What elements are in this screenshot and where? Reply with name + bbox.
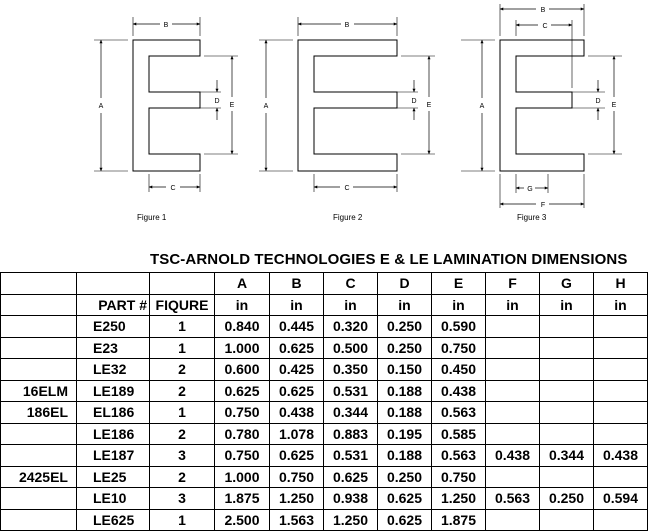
table-row — [1, 316, 648, 338]
dimension-cell: 0.600 — [215, 359, 270, 381]
header-row-letters — [1, 273, 648, 295]
alias-cell: 186EL — [1, 402, 77, 424]
dimension-cell: 0.438 — [432, 380, 486, 402]
alias-cell — [1, 488, 77, 510]
dimension-cell: 0.938 — [324, 488, 378, 510]
figure-3-f-label: F — [540, 202, 546, 209]
header-unit-cell: in — [594, 294, 648, 316]
figure-2-c-label: C — [344, 185, 350, 192]
dimension-cell — [540, 359, 594, 381]
dimension-cell: 0.250 — [378, 316, 432, 338]
header-letter-cell: B — [270, 273, 324, 295]
dimension-cell: 0.250 — [540, 488, 594, 510]
figure-cell: 1 — [150, 402, 215, 424]
dimension-cell: 1.875 — [432, 509, 486, 531]
dimension-cell: 0.350 — [324, 359, 378, 381]
header-unit-cell: in — [324, 294, 378, 316]
dimension-cell: 0.625 — [378, 488, 432, 510]
figure-3-caption: Figure 3 — [517, 213, 547, 222]
header-unit-cell: in — [378, 294, 432, 316]
dimension-cell: 0.750 — [215, 445, 270, 467]
document-title: TSC-ARNOLD TECHNOLOGIES E & LE LAMINATION DIMENSIONS — [150, 251, 628, 268]
figure-3-g-label: G — [527, 186, 533, 193]
figure-2-a-label: A — [263, 103, 269, 110]
alias-cell — [1, 423, 77, 445]
dimension-cell: 1.000 — [215, 466, 270, 488]
dimension-cell — [594, 337, 648, 359]
header-letter-cell — [1, 273, 77, 295]
dimension-cell: 0.188 — [378, 445, 432, 467]
dimension-cell: 0.840 — [215, 316, 270, 338]
header-letter-cell: C — [324, 273, 378, 295]
dimension-cell: 0.625 — [215, 380, 270, 402]
dimension-cell — [486, 423, 540, 445]
part-number-cell: LE25 — [77, 466, 150, 488]
dimension-cell: 0.188 — [378, 380, 432, 402]
dimension-cell: 1.875 — [215, 488, 270, 510]
figure-1-c-label: C — [170, 185, 176, 192]
figure-3 — [461, 4, 622, 222]
dimension-cell: 0.750 — [432, 466, 486, 488]
dimension-cell — [540, 423, 594, 445]
dimension-cell — [486, 380, 540, 402]
lamination-dimensions-table — [0, 272, 648, 531]
table-row — [1, 402, 648, 424]
header-unit-cell: in — [486, 294, 540, 316]
table-row — [1, 359, 648, 381]
figure-cell: 2 — [150, 359, 215, 381]
dimension-cell: 0.250 — [378, 337, 432, 359]
dimension-cell: 0.250 — [378, 466, 432, 488]
dimension-cell — [486, 337, 540, 359]
header-unit-cell: in — [432, 294, 486, 316]
dimension-cell — [594, 423, 648, 445]
figure-2-e-label: E — [426, 102, 432, 109]
dimension-cell — [486, 402, 540, 424]
header-unit-cell: in — [270, 294, 324, 316]
dimension-cell: 0.594 — [594, 488, 648, 510]
figure-1-caption: Figure 1 — [137, 213, 167, 222]
header-letter-cell — [150, 273, 215, 295]
dimension-cell — [540, 316, 594, 338]
dimension-cell: 0.344 — [324, 402, 378, 424]
dimension-cell — [594, 359, 648, 381]
figure-cell: 3 — [150, 445, 215, 467]
figure-1-a-label: A — [98, 103, 104, 110]
header-letter-cell: E — [432, 273, 486, 295]
dimension-cell: 0.750 — [215, 402, 270, 424]
figure-cell: 1 — [150, 316, 215, 338]
figure-1-b-label: B — [163, 22, 169, 29]
dimension-cell: 0.150 — [378, 359, 432, 381]
dimension-cell: 0.590 — [432, 316, 486, 338]
figure-cell: 2 — [150, 380, 215, 402]
figure-3-e-shape — [500, 40, 584, 171]
dimension-cell — [540, 466, 594, 488]
dimension-cell: 0.625 — [270, 380, 324, 402]
dimension-cell: 1.250 — [432, 488, 486, 510]
part-number-cell: LE32 — [77, 359, 150, 381]
table-row — [1, 488, 648, 510]
part-number-cell: LE186 — [77, 423, 150, 445]
dimension-cell: 0.188 — [378, 402, 432, 424]
dimension-cell: 0.625 — [270, 445, 324, 467]
dimension-cell: 0.531 — [324, 380, 378, 402]
dimension-cell: 2.500 — [215, 509, 270, 531]
dimension-cell — [486, 466, 540, 488]
header-row-units — [1, 294, 648, 316]
dimension-cell: 1.250 — [324, 509, 378, 531]
figure-1-e-label: E — [229, 102, 235, 109]
table-row — [1, 337, 648, 359]
part-number-cell: LE189 — [77, 380, 150, 402]
dimension-cell: 0.195 — [378, 423, 432, 445]
dimension-cell: 0.531 — [324, 445, 378, 467]
dimension-cell: 0.563 — [432, 402, 486, 424]
dimension-cell: 0.750 — [432, 337, 486, 359]
table-row — [1, 509, 648, 531]
table-body — [1, 273, 648, 531]
header-unit-cell: PART # — [77, 294, 150, 316]
dimension-cell: 0.780 — [215, 423, 270, 445]
dimension-cell: 0.500 — [324, 337, 378, 359]
dimension-cell: 0.344 — [540, 445, 594, 467]
dimension-cell: 0.585 — [432, 423, 486, 445]
part-number-cell: LE625 — [77, 509, 150, 531]
dimension-cell: 0.625 — [378, 509, 432, 531]
header-letter-cell: H — [594, 273, 648, 295]
table-row — [1, 423, 648, 445]
table-row — [1, 466, 648, 488]
dimension-cell — [486, 359, 540, 381]
alias-cell — [1, 316, 77, 338]
dimension-cell: 0.425 — [270, 359, 324, 381]
dimension-cell: 0.438 — [486, 445, 540, 467]
dimension-cell — [486, 509, 540, 531]
figure-3-b-label: B — [540, 7, 546, 14]
dimension-cell — [486, 316, 540, 338]
dimension-cell: 0.625 — [270, 337, 324, 359]
dimension-cell — [594, 402, 648, 424]
dimension-cell — [540, 509, 594, 531]
header-unit-cell: FIQURE — [150, 294, 215, 316]
dimension-cell: 1.563 — [270, 509, 324, 531]
header-letter-cell: F — [486, 273, 540, 295]
part-number-cell: LE10 — [77, 488, 150, 510]
header-unit-cell: in — [215, 294, 270, 316]
dimension-cell: 0.563 — [486, 488, 540, 510]
figure-3-a-label: A — [479, 103, 485, 110]
table-row — [1, 445, 648, 467]
dimension-cell — [594, 509, 648, 531]
figure-3-e-label: E — [611, 102, 617, 109]
dimension-cell — [540, 337, 594, 359]
figure-1-d-label: D — [214, 98, 220, 105]
part-number-cell: LE187 — [77, 445, 150, 467]
figure-cell: 2 — [150, 423, 215, 445]
dimension-cell — [594, 466, 648, 488]
figure-1 — [94, 17, 238, 222]
part-number-cell: EL186 — [77, 402, 150, 424]
alias-cell — [1, 337, 77, 359]
figure-3-c-label: C — [542, 23, 548, 30]
dimension-cell: 0.450 — [432, 359, 486, 381]
header-unit-cell: in — [540, 294, 594, 316]
figure-cell: 2 — [150, 466, 215, 488]
alias-cell — [1, 445, 77, 467]
dimension-cell: 0.750 — [270, 466, 324, 488]
lamination-figures — [0, 0, 653, 240]
alias-cell — [1, 359, 77, 381]
figure-2-b-label: B — [344, 22, 350, 29]
alias-cell: 16ELM — [1, 380, 77, 402]
header-letter-cell — [77, 273, 150, 295]
dimension-cell: 0.445 — [270, 316, 324, 338]
header-unit-cell — [1, 294, 77, 316]
dimension-cell: 0.625 — [324, 466, 378, 488]
figure-cell: 1 — [150, 337, 215, 359]
dimension-cell: 0.883 — [324, 423, 378, 445]
dimension-cell — [540, 402, 594, 424]
dimension-cell — [594, 380, 648, 402]
dimension-cell: 0.320 — [324, 316, 378, 338]
table-row — [1, 380, 648, 402]
dimension-cell: 0.438 — [270, 402, 324, 424]
dimension-cell — [540, 380, 594, 402]
figure-cell: 1 — [150, 509, 215, 531]
part-number-cell: E23 — [77, 337, 150, 359]
dimension-cell: 0.563 — [432, 445, 486, 467]
header-letter-cell: A — [215, 273, 270, 295]
figure-2 — [259, 17, 435, 222]
alias-cell — [1, 509, 77, 531]
figure-1-e-shape — [133, 40, 200, 171]
dimension-cell — [594, 316, 648, 338]
part-number-cell: E250 — [77, 316, 150, 338]
dimension-cell: 0.438 — [594, 445, 648, 467]
figure-2-d-label: D — [411, 98, 417, 105]
alias-cell: 2425EL — [1, 466, 77, 488]
header-letter-cell: D — [378, 273, 432, 295]
dimension-cell: 1.250 — [270, 488, 324, 510]
figure-cell: 3 — [150, 488, 215, 510]
header-letter-cell: G — [540, 273, 594, 295]
figure-3-d-label: D — [595, 98, 601, 105]
figure-2-e-shape — [298, 40, 397, 171]
figure-2-caption: Figure 2 — [333, 213, 363, 222]
dimension-cell: 1.000 — [215, 337, 270, 359]
dimension-cell: 1.078 — [270, 423, 324, 445]
